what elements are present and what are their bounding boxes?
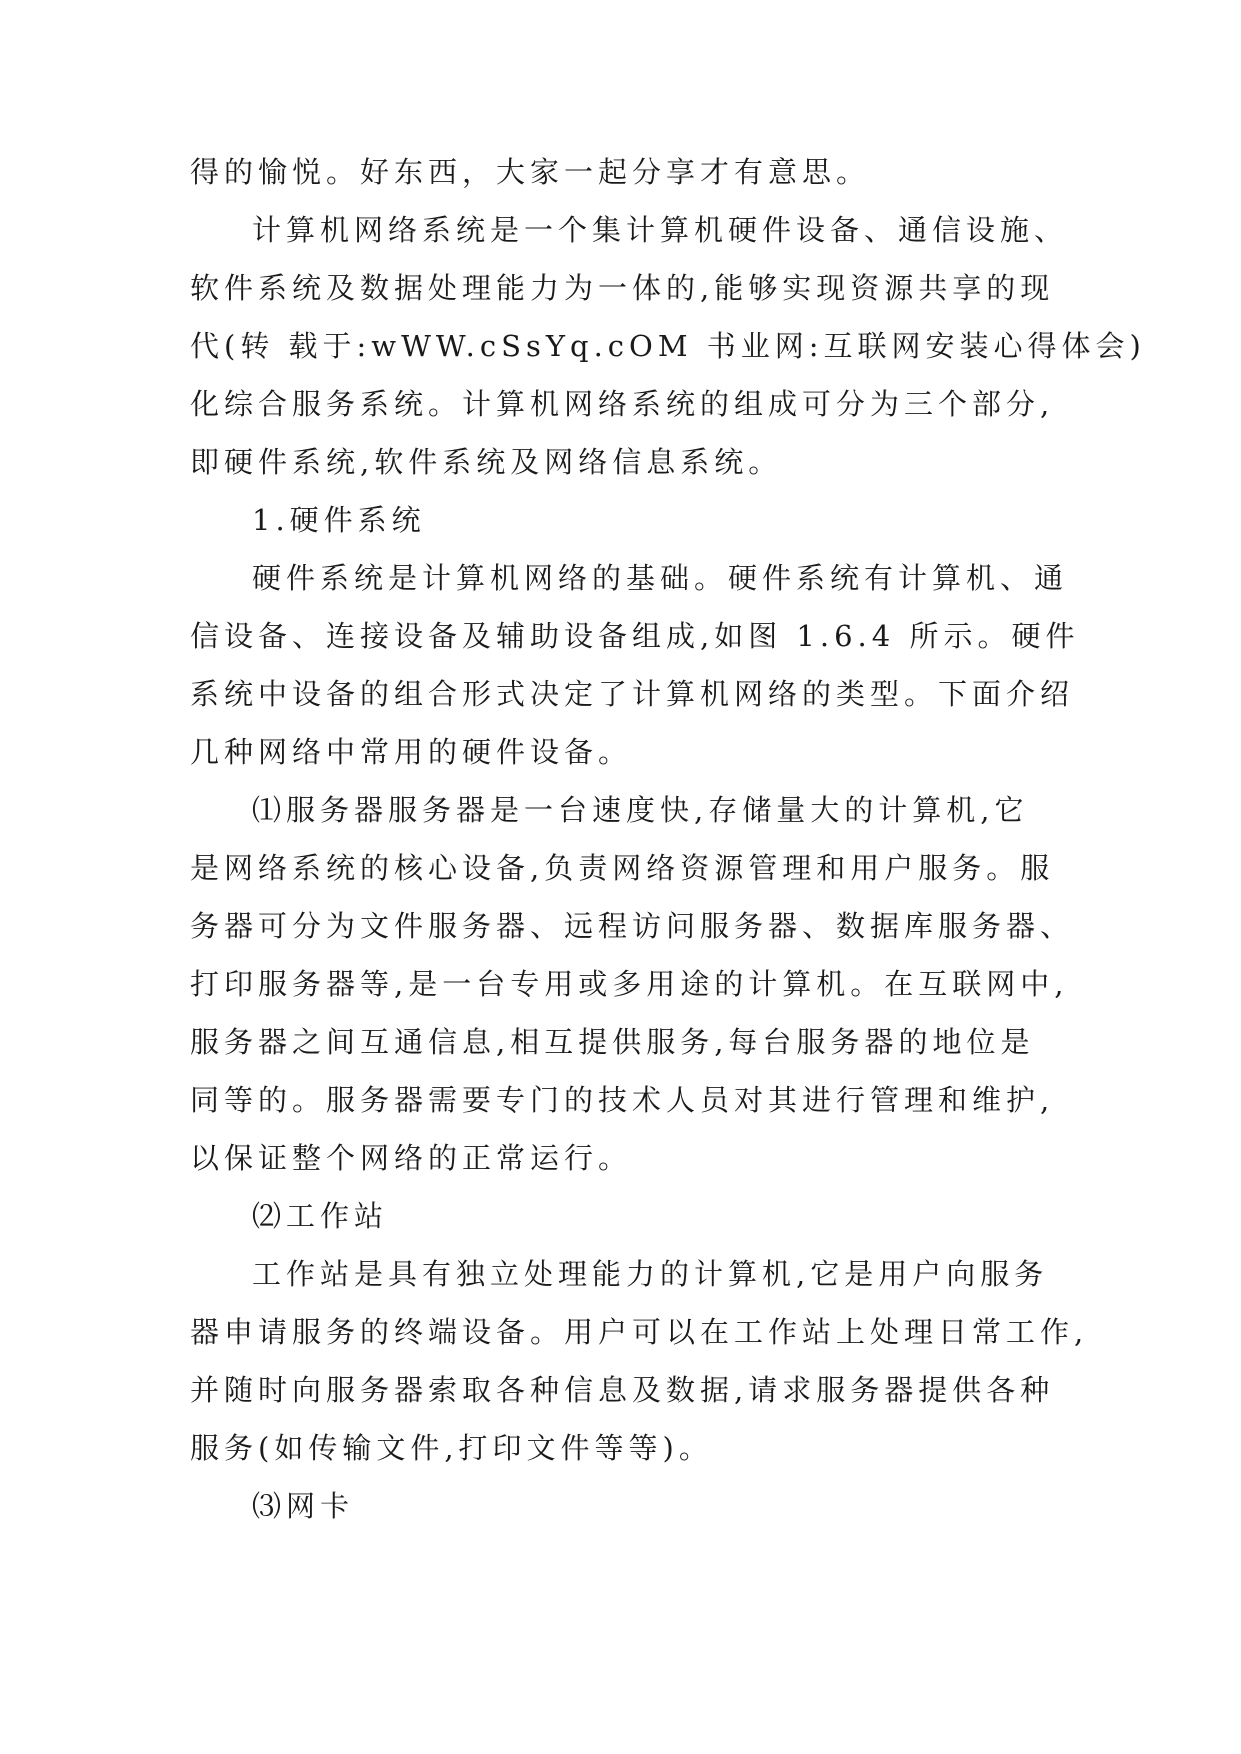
text-line: 代(转 载于:wWW.cSsYq.cOM 书业网:互联网安装心得体会) [190, 329, 1146, 363]
text-line: 打印服务器等,是一台专用或多用途的计算机。在互联网中, [190, 967, 1069, 1001]
text-line: 软件系统及数据处理能力为一体的,能够实现资源共享的现 [190, 271, 1055, 305]
section-heading: ⑶网卡 [252, 1489, 355, 1523]
text-line: 得的愉悦。好东西，大家一起分享才有意思。 [190, 155, 871, 189]
text-line: 服务(如传输文件,打印文件等等)。 [190, 1431, 713, 1465]
text-line: 是网络系统的核心设备,负责网络资源管理和用户服务。服 [190, 851, 1055, 885]
text-line: 务器可分为文件服务器、远程访问服务器、数据库服务器、 [190, 909, 1075, 943]
text-line: 同等的。服务器需要专门的技术人员对其进行管理和维护, [190, 1083, 1055, 1117]
paragraph-first-line: 计算机网络系统是一个集计算机硬件设备、通信设施、 [252, 213, 1069, 247]
section-heading: ⑵工作站 [252, 1199, 389, 1233]
paragraph-first-line: 工作站是具有独立处理能力的计算机,它是用户向服务 [252, 1257, 1049, 1291]
text-line: 以保证整个网络的正常运行。 [190, 1141, 633, 1175]
text-line: 服务器之间互通信息,相互提供服务,每台服务器的地位是 [190, 1025, 1035, 1059]
section-heading: 1.硬件系统 [252, 503, 426, 537]
text-line: 并随时向服务器索取各种信息及数据,请求服务器提供各种 [190, 1373, 1055, 1407]
text-line: 化综合服务系统。计算机网络系统的组成可分为三个部分, [190, 387, 1055, 421]
paragraph-first-line: 硬件系统是计算机网络的基础。硬件系统有计算机、通 [252, 561, 1069, 595]
text-line: 信设备、连接设备及辅助设备组成,如图 1.6.4 所示。硬件 [190, 619, 1080, 653]
text-line: 即硬件系统,软件系统及网络信息系统。 [190, 445, 783, 479]
text-line: 几种网络中常用的硬件设备。 [190, 735, 633, 769]
text-line: 器申请服务的终端设备。用户可以在工作站上处理日常工作, [190, 1315, 1089, 1349]
paragraph-first-line: ⑴服务器服务器是一台速度快,存储量大的计算机,它 [252, 793, 1029, 827]
text-line: 系统中设备的组合形式决定了计算机网络的类型。下面介绍 [190, 677, 1075, 711]
